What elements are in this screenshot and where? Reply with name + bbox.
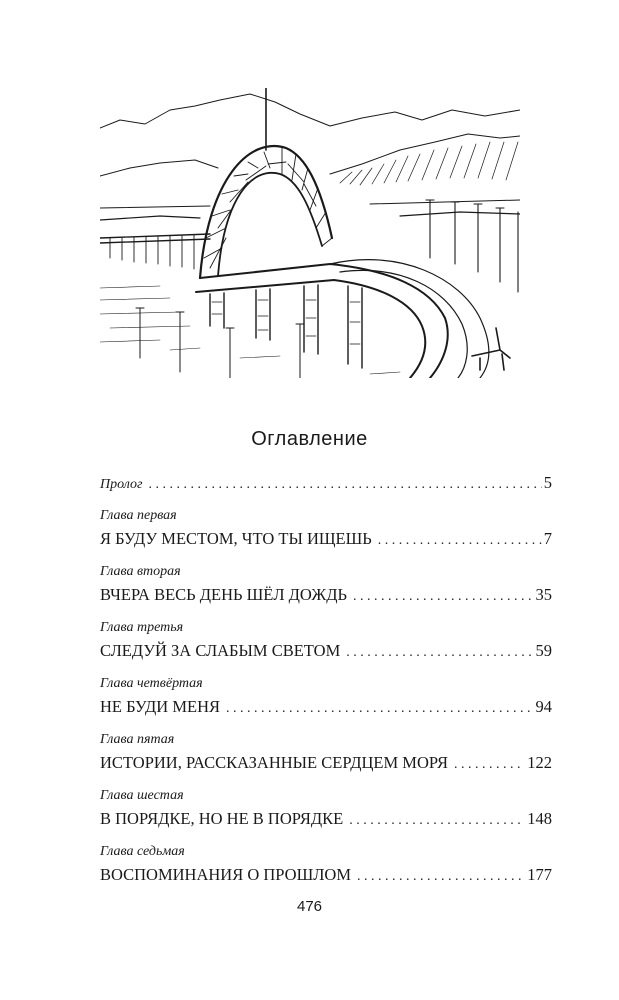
chapter-label: Глава третья [100, 620, 184, 635]
chapter-title: ИСТОРИИ, РАССКАЗАННЫЕ СЕРДЦЕМ МОРЯ [100, 753, 449, 772]
chapter-label: Глава шестая [100, 788, 184, 803]
prologue-page: 5 [543, 473, 552, 492]
toc-title: Оглавление [251, 428, 368, 450]
dot-leader [357, 864, 525, 890]
toc-entry-chapter-2[interactable] [100, 562, 552, 608]
chapter-page: 59 [535, 641, 552, 660]
chapter-page: 148 [527, 809, 552, 828]
chapter-label: Глава вторая [100, 564, 181, 579]
chapter-title: В ПОРЯДКЕ, НО НЕ В ПОРЯДКЕ [100, 809, 344, 828]
chapter-label: Глава первая [100, 508, 177, 523]
toc-entry-chapter-7[interactable] [100, 842, 552, 888]
chapter-page: 35 [535, 585, 552, 604]
dot-leader [378, 528, 542, 554]
dot-leader [346, 640, 533, 666]
dot-leader [149, 472, 542, 498]
toc-entry-chapter-3[interactable] [100, 618, 552, 664]
chapter-page: 177 [527, 865, 552, 884]
chapter-label: Глава седьмая [100, 844, 185, 859]
chapter-title: ВЧЕРА ВЕСЬ ДЕНЬ ШЁЛ ДОЖДЬ [100, 585, 347, 604]
dot-leader [226, 696, 534, 722]
chapter-label: Глава четвёртая [100, 676, 203, 691]
chapter-page: 122 [527, 753, 552, 772]
chapter-title: СЛЕДУЙ ЗА СЛАБЫМ СВЕТОМ [100, 641, 341, 660]
water-hatching [100, 286, 400, 374]
chapter-title: НЕ БУДИ МЕНЯ [100, 697, 220, 716]
bridge-lamps [136, 308, 304, 378]
toc-entry-chapter-5[interactable] [100, 730, 552, 776]
mountain-range-front [100, 134, 520, 176]
chapter-page: 94 [535, 697, 552, 716]
bridge-piers [210, 285, 362, 368]
dot-leader [353, 584, 534, 610]
chapter-page: 7 [543, 529, 552, 548]
chapter-title: Я БУДУ МЕСТОМ, ЧТО ТЫ ИЩЕШЬ [100, 529, 372, 548]
toc-entry-chapter-4[interactable] [100, 674, 552, 720]
causeway-left [100, 234, 210, 243]
dot-leader [454, 752, 525, 778]
toc-entry-chapter-1[interactable] [100, 506, 552, 552]
hill-hatching [340, 142, 518, 185]
bridge-illustration [100, 88, 520, 378]
bench-sketch [472, 328, 510, 370]
toc-entry-prologue[interactable] [100, 470, 552, 496]
road-curve [330, 260, 489, 378]
mountain-range-back [100, 94, 520, 128]
chapter-title: ВОСПОМИНАНИЯ О ПРОШЛОМ [100, 865, 352, 884]
toc-entry-chapter-6[interactable] [100, 786, 552, 832]
horizon-line [100, 200, 520, 208]
dot-leader [349, 808, 525, 834]
page-number: 476 [296, 898, 323, 915]
table-of-contents [100, 470, 552, 888]
chapter-label: Глава пятая [100, 732, 175, 747]
prologue-title: Пролог [100, 477, 143, 492]
